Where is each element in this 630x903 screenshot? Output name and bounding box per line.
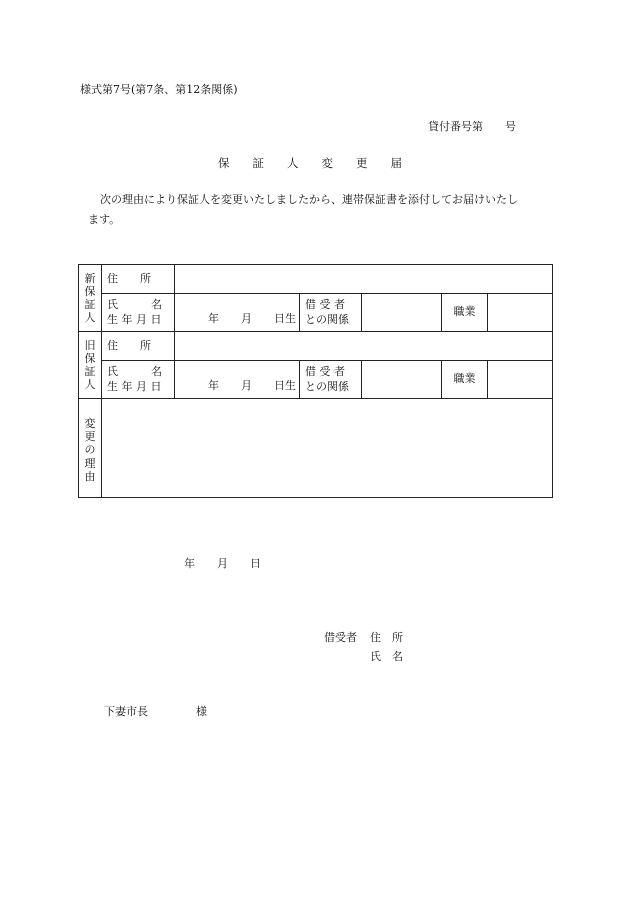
reason-field[interactable] xyxy=(102,399,553,498)
new-birth-date-field[interactable]: 年 月 日生 xyxy=(175,294,300,332)
old-name-birth-label: 氏 名 生 年 月 日 xyxy=(102,361,175,399)
loan-number: 貸付番号第 号 xyxy=(428,120,516,133)
addressee-honorific: 様 xyxy=(196,705,207,718)
form-number: 様式第7号(第7条、第12条関係) xyxy=(80,83,238,96)
borrower-label: 借受者 xyxy=(324,631,357,644)
old-occupation-field[interactable] xyxy=(488,361,553,399)
new-address-field[interactable] xyxy=(175,265,553,294)
old-address-field[interactable] xyxy=(175,332,553,361)
intro-line-1: 次の理由により保証人を変更いたしましたから、連帯保証書を添付してお届けいたし xyxy=(100,193,518,206)
new-address-label: 住 所 xyxy=(102,265,175,294)
old-address-label: 住 所 xyxy=(102,332,175,361)
new-relation-label: 借 受 者 との関係 xyxy=(300,294,362,332)
new-name-birth-label: 氏 名 生 年 月 日 xyxy=(102,294,175,332)
submission-date: 年 月 日 xyxy=(184,557,261,570)
document-title: 保 証 人 変 更 届 xyxy=(218,156,402,170)
old-occupation-label: 職業 xyxy=(442,361,488,399)
intro-line-2: ます。 xyxy=(88,213,121,226)
addressee-name: 下妻市長 xyxy=(104,705,148,718)
guarantor-change-table xyxy=(78,264,553,498)
borrower-address-label: 住 所 xyxy=(370,631,403,644)
new-guarantor-header: 新保証人 xyxy=(79,265,102,332)
old-guarantor-header: 旧保証人 xyxy=(79,332,102,399)
new-occupation-label: 職業 xyxy=(442,294,488,332)
borrower-name-label: 氏 名 xyxy=(370,650,403,663)
new-relation-field[interactable] xyxy=(362,294,442,332)
old-birth-date-field[interactable]: 年 月 日生 xyxy=(175,361,300,399)
new-occupation-field[interactable] xyxy=(488,294,553,332)
reason-header: 変更の理由 xyxy=(79,399,102,498)
old-relation-label: 借 受 者 との関係 xyxy=(300,361,362,399)
old-relation-field[interactable] xyxy=(362,361,442,399)
